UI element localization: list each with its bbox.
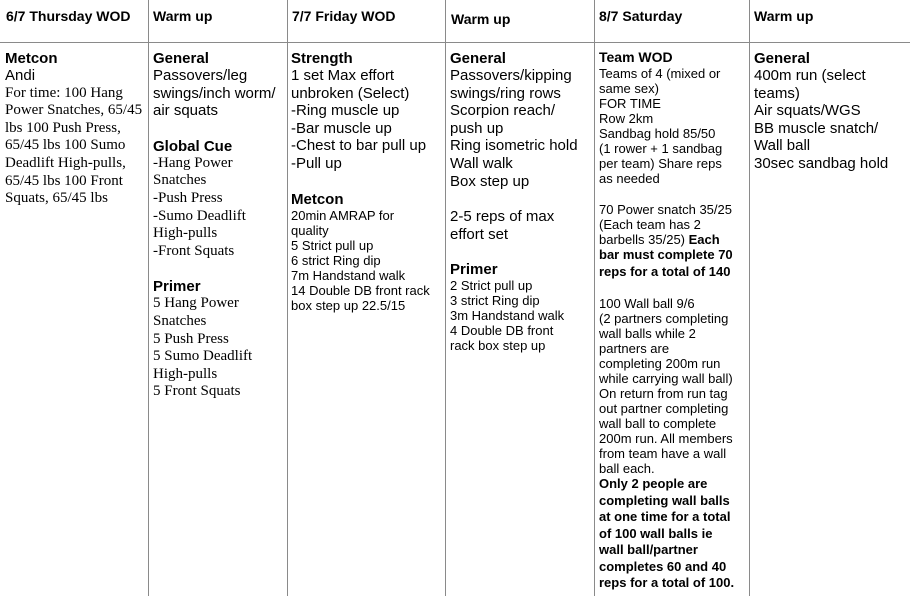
section-title: Strength [291, 50, 353, 67]
section-title: General [153, 50, 209, 67]
snatch-body: 70 Power snatch 35/25 (Each team has 2 barbells 35/25) [599, 202, 732, 247]
header-warmup-2: Warm up [451, 11, 511, 27]
column-divider [749, 0, 750, 596]
section-title: Primer [450, 261, 498, 279]
section-title: Metcon [5, 50, 58, 67]
section-title: Team WOD [599, 49, 673, 65]
snatch-bold-inline: Each [688, 232, 720, 247]
general-text: Passovers/leg swings/inch worm/ air squats [153, 67, 276, 120]
column-divider [594, 0, 595, 596]
general-text: 400m run (select teams) Air squats/WGS BB muscle snatch/ Wall ball 30sec sandbag hold [754, 67, 889, 172]
strength-text: 1 set Max effort unbroken (Select) -Ring muscle up -Bar muscle up -Chest to bar pull up -Pull up [291, 67, 427, 172]
header-divider [0, 42, 910, 43]
header-warmup-1: Warm up [153, 8, 213, 24]
snatch-text [599, 202, 749, 247]
warmup-cell-3 [754, 50, 908, 173]
team-text: Teams of 4 (mixed or same sex) FOR TIME Row 2km Sandbag hold 85/50 (1 rower + 1 sandbag per team) Share reps as needed [599, 66, 723, 186]
section-title: Global Cue [153, 137, 233, 155]
section-title: Metcon [291, 190, 344, 208]
section-title: General [754, 50, 810, 67]
header-friday: 7/7 Friday WOD [292, 8, 396, 24]
saturday-cell [599, 49, 749, 592]
header-thursday: 6/7 Thursday WOD [6, 8, 131, 24]
metcon-text: 20min AMRAP for quality 5 Strict pull up 6 strict Ring dip 7m Handstand walk 14 Double DB front rack box step up 22.5/15 [291, 207, 430, 313]
header-warmup-3: Warm up [754, 8, 814, 24]
column-divider [287, 0, 288, 596]
thursday-cell [5, 50, 147, 208]
workout-name: Andi [5, 67, 36, 84]
workout-description: For time: 100 Hang Power Snatches, 65/45 lbs 100 Push Press, 65/45 lbs 100 Sumo Deadlift High-pulls, 65/45 lbs 100 Front Squats, 65/45 lbs [5, 84, 143, 207]
warmup-cell-1 [153, 50, 287, 401]
friday-cell [291, 50, 445, 313]
warmup-cell-2 [450, 50, 594, 353]
primer-text: 2 Strict pull up 3 strict Ring dip 3m Handstand walk 4 Double DB front rack box step up [450, 278, 565, 354]
header-saturday: 8/7 Saturday [599, 8, 683, 24]
general-text: Passovers/kipping swings/ring rows Scorpion reach/ push up Ring isometric hold Wall walk Box step up [450, 67, 578, 190]
wallball-text: 100 Wall ball 9/6 (2 partners completing wall balls while 2 partners are completing 200m run while carrying wall ball) On return from run tag out partner completing wall ball to complete 200m run. All members from team have a wall ball each. [599, 296, 733, 476]
cue-text: -Hang Power Snatches -Push Press -Sumo Deadlift High-pulls -Front Squats [153, 154, 246, 259]
column-divider [445, 0, 446, 596]
wallball-bold-text: Only 2 people are completing wall balls at one time for a total of 100 wall balls ie wall ball/partner completes 60 and 40 reps for a total of 100. [599, 476, 735, 590]
primer-text: 5 Hang Power Snatches 5 Push Press 5 Sumo Deadlift High-pulls 5 Front Squats [153, 295, 253, 400]
snatch-bold-text: bar must complete 70 reps for a total of 140 [599, 247, 733, 279]
section-title: General [450, 50, 506, 67]
reps-text: 2-5 reps of max effort set [450, 208, 555, 243]
section-title: Primer [153, 278, 201, 296]
column-divider [148, 0, 149, 596]
